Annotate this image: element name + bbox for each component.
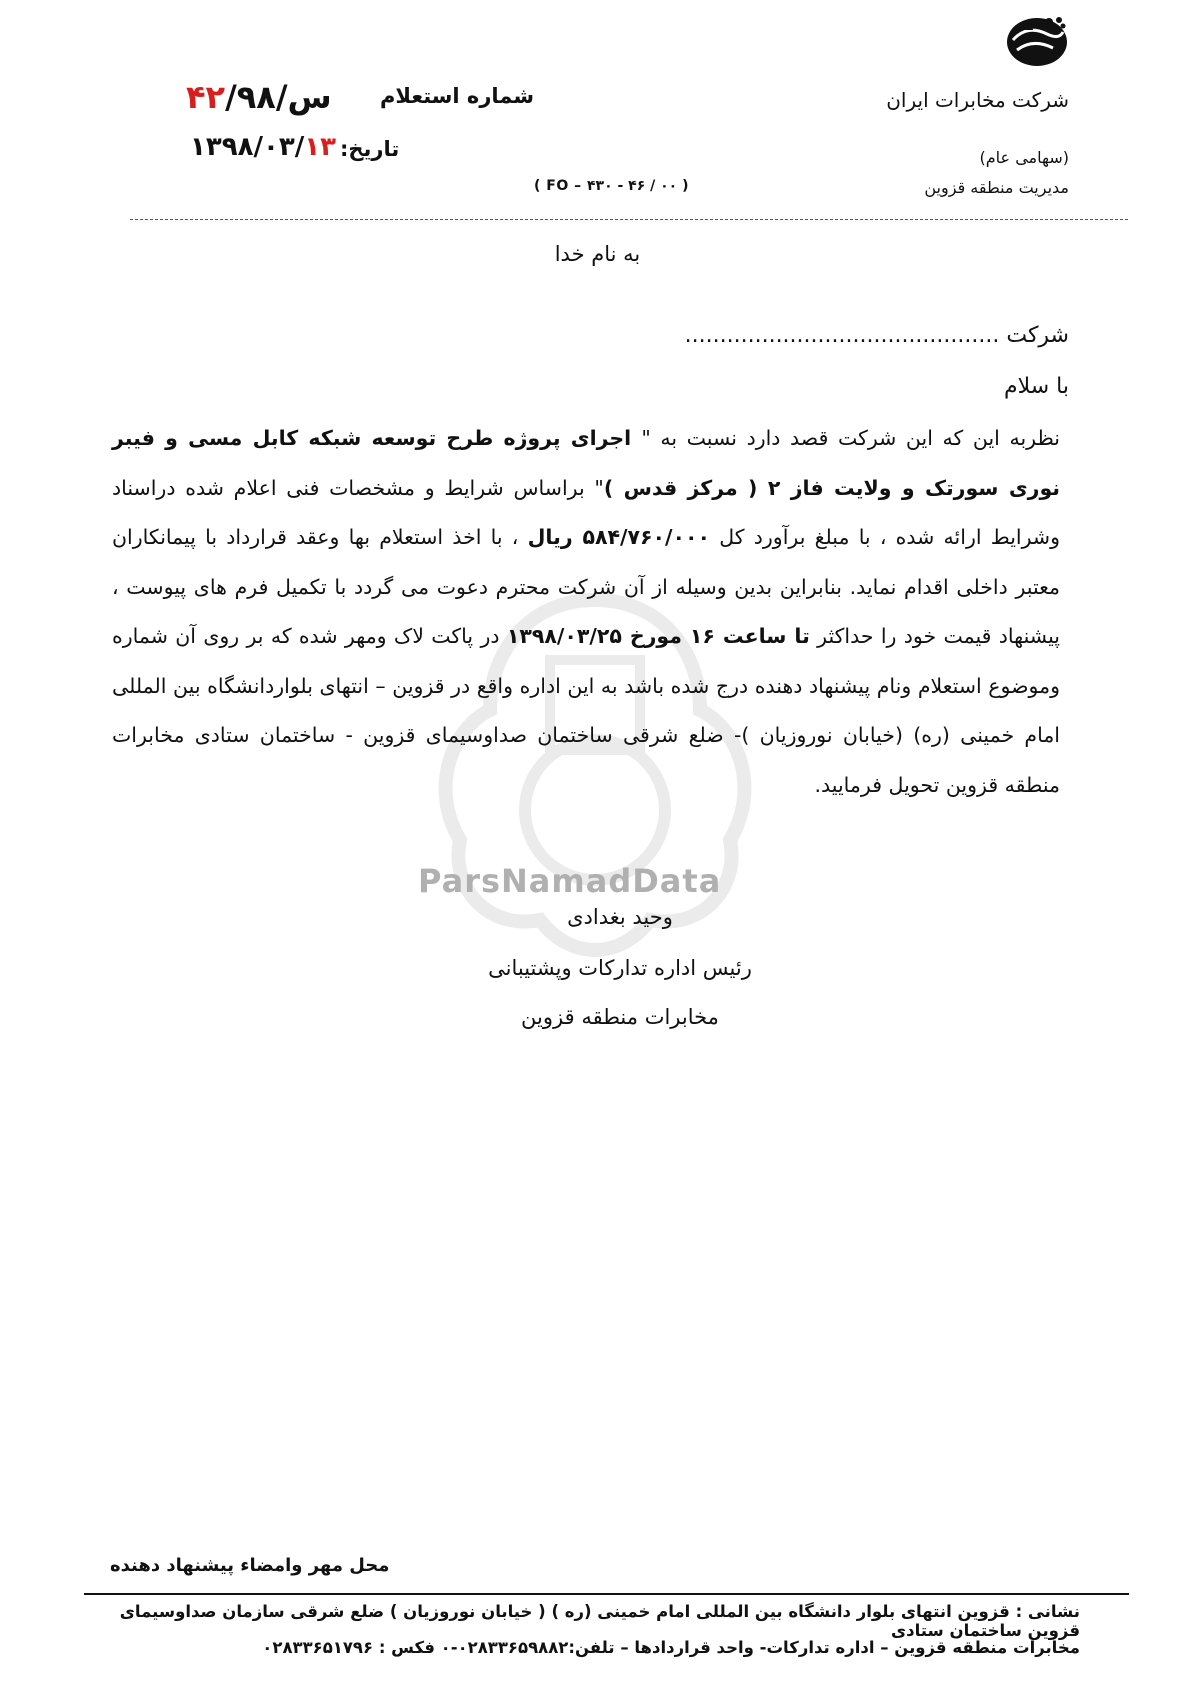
company-logo-icon: [1003, 10, 1071, 70]
signer-organization: مخابرات منطقه قزوین: [521, 1005, 719, 1029]
bismillah: به نام خدا: [554, 242, 641, 266]
letter-body: نظربه این که این شرکت قصد دارد نسبت به " اجرای پروژه طرح توسعه شبکه کابل مسی و فیبر نوری سورتک و ولایت فاز ۲ ( مرکز قدس )" براساس شرایط و مشخصات فنی اعلام شده دراسناد وشرایط ارائه شده ، با مبلغ برآورد کل ۵۸۴/۷۶۰/۰۰۰ ریال ، با اخذ استعلام بها وعقد قرارداد با پیمانکاران معتبر داخلی اقدام نماید. بنابراین بدین وسیله از آن شرکت محترم دعوت می گردد با تکمیل فرم های پیوست ، پیشنهاد قیمت خود را حداکثر تا ساعت ۱۶ مورخ ۱۳۹۸/۰۳/۲۵ در پاکت لاک ومهر شده که بر روی آن شماره وموضوع استعلام ونام پیشنهاد دهنده درج شده باشد به این اداره واقع در قزوین – انتهای بلواردانشگاه بین المللی امام خمینی (ره) (خیابان نوروزیان )- ضلع شرقی ساختمان صداوسیمای قزوین - ساختمان ستادی مخابرات منطقه قزوین تحویل فرمایید.: [112, 426, 1061, 797]
footer-address: نشانی : قزوین انتهای بلوار دانشگاه بین المللی امام خمینی (ره ) ( خیابان نوروزیان ) ضلع شرقی سازمان صداوسیمای قزوین ساختمان ستادی: [119, 1602, 1080, 1640]
estimated-amount: ۵۸۴/۷۶۰/۰۰۰ ریال: [527, 525, 711, 549]
date-day-red: ۱۳: [304, 132, 336, 162]
greeting: با سلام: [1003, 374, 1069, 399]
deadline: تا ساعت ۱۶ مورخ ۱۳۹۸/۰۳/۲۵: [506, 624, 810, 648]
company-name: شرکت مخابرات ایران: [886, 88, 1069, 112]
signer-name: وحید بغدادی: [567, 905, 673, 929]
inquiry-label: شماره استعلام: [380, 84, 535, 108]
footer-divider: [84, 1593, 1129, 1595]
form-code: ( FO – ۴۳۰ - ۴۶ / ۰۰ ): [534, 178, 689, 194]
inquiry-number-red: ۴۲: [186, 78, 226, 116]
footer-contacts: مخابرات منطقه قزوین – اداره تدارکات- واحد قراردادها – تلفن:۰۲۸۳۳۶۵۹۸۸۲-۰ فکس : ۰۲۸۳۳۶۵۱۷۹۶: [262, 1638, 1080, 1657]
date-value: ۱۳۹۸/۰۳/۱۳: [190, 132, 336, 162]
seal-signature-label: محل مهر وامضاء پیشنهاد دهنده: [110, 1555, 390, 1576]
watermark-text: ParsNamadData: [418, 862, 722, 900]
signer-title: رئیس اداره تدارکات وپشتیبانی: [488, 956, 752, 980]
recipient-line: شرکت .............................................: [684, 323, 1069, 348]
project-title: اجرای پروژه طرح توسعه شبکه کابل مسی و فیبر نوری سورتک و ولایت فاز ۲ ( مرکز قدس ): [112, 426, 1060, 500]
region-management: مدیریت منطقه قزوین: [924, 178, 1069, 197]
date-label: تاریخ:: [340, 137, 400, 161]
header-divider: [130, 219, 1128, 220]
inquiry-number: س/۹۸/۴۲: [186, 78, 332, 116]
company-type: (سهامی عام): [979, 148, 1069, 167]
